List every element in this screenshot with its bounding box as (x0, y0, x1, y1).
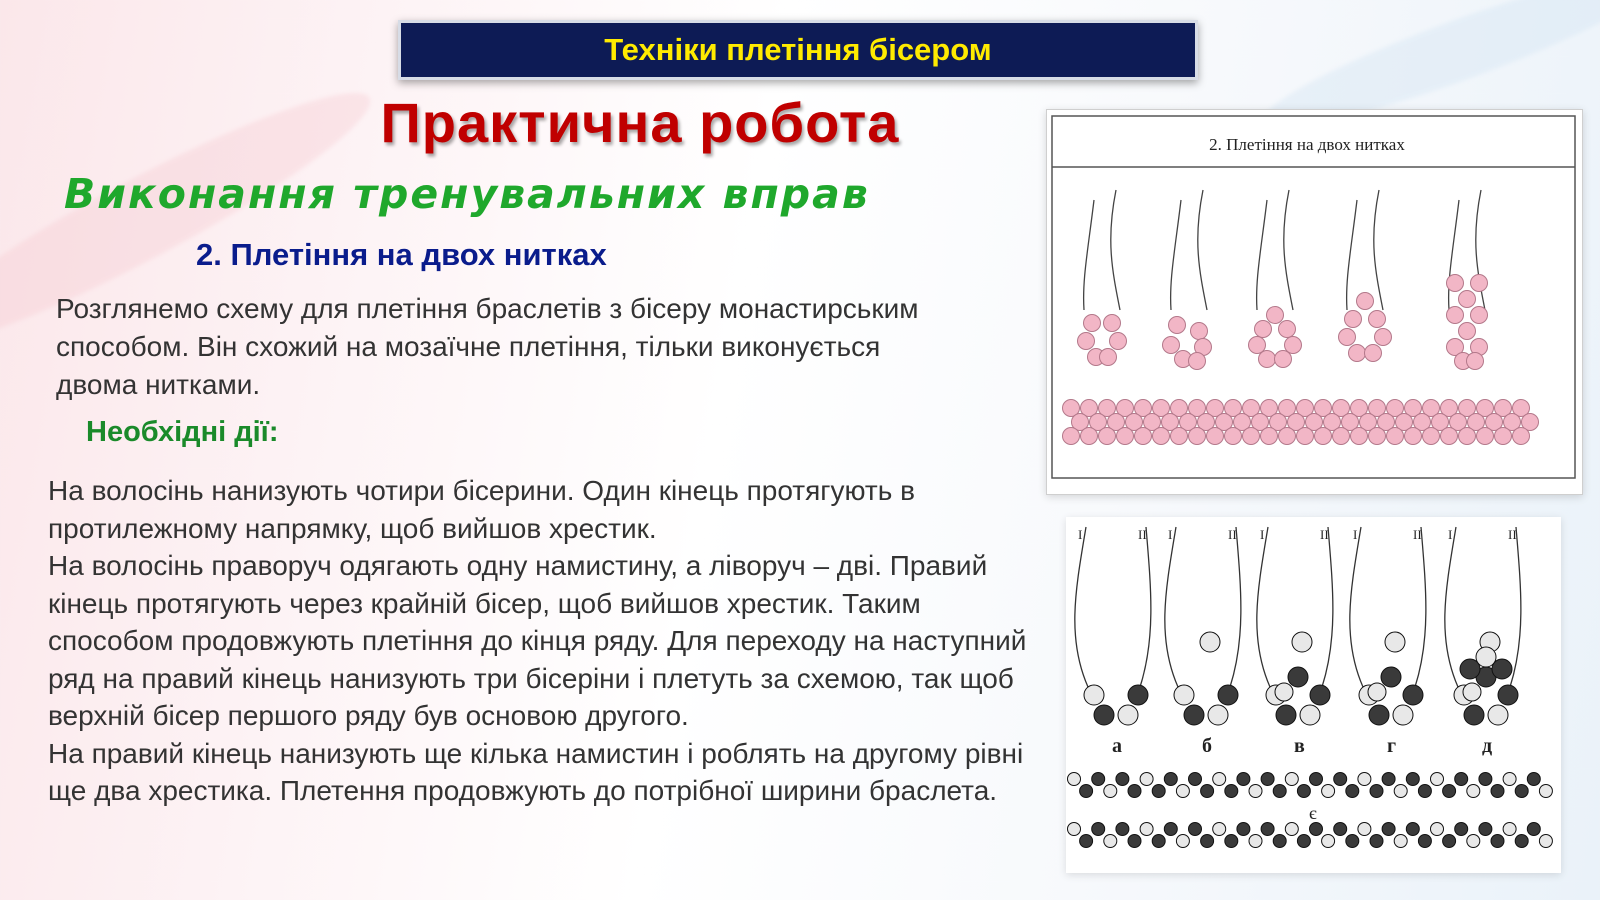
bead (1100, 349, 1117, 366)
bead (1153, 428, 1170, 445)
bead (1370, 785, 1383, 798)
bead (1189, 823, 1202, 836)
bead (1237, 823, 1250, 836)
bead (1297, 785, 1310, 798)
bead (1104, 315, 1121, 332)
bead (1128, 685, 1148, 705)
bead (1117, 428, 1134, 445)
bead (1225, 785, 1238, 798)
bead (1078, 333, 1095, 350)
bead (1358, 823, 1371, 836)
bead (1279, 321, 1296, 338)
bead (1273, 835, 1286, 848)
page-subtitle: Виконання тренувальних вправ (64, 170, 870, 218)
bead (1092, 773, 1105, 786)
bead (1116, 773, 1129, 786)
thread (1284, 190, 1293, 310)
bead (1279, 428, 1296, 445)
bead (1387, 428, 1404, 445)
bead (1080, 835, 1093, 848)
bead (1276, 705, 1296, 725)
bead (1488, 705, 1508, 725)
actions-heading: Необхідні дії: (86, 416, 279, 448)
bead (1292, 632, 1312, 652)
bead (1460, 659, 1480, 679)
bead (1104, 835, 1117, 848)
bead (1225, 428, 1242, 445)
bead (1503, 823, 1516, 836)
bead (1084, 685, 1104, 705)
bead (1477, 428, 1494, 445)
bead (1249, 785, 1262, 798)
bead (1315, 428, 1332, 445)
bead (1116, 823, 1129, 836)
bead (1406, 773, 1419, 786)
bead (1431, 823, 1444, 836)
thread (1165, 527, 1178, 687)
bead (1152, 835, 1165, 848)
thread (1257, 200, 1267, 310)
bead (1094, 705, 1114, 725)
bead (1189, 428, 1206, 445)
step-label: в (1294, 735, 1305, 757)
thread (1198, 190, 1207, 310)
bead (1334, 773, 1347, 786)
thread (1449, 200, 1459, 310)
bead (1104, 785, 1117, 798)
bead (1140, 773, 1153, 786)
bead (1375, 329, 1392, 346)
bead (1370, 835, 1383, 848)
title-banner (398, 20, 1198, 80)
bead (1467, 353, 1484, 370)
bead (1443, 835, 1456, 848)
bead (1273, 785, 1286, 798)
bead (1207, 428, 1224, 445)
bead (1099, 428, 1116, 445)
thread-mark: I (1353, 527, 1358, 542)
bead (1385, 632, 1405, 652)
bead (1423, 428, 1440, 445)
bead (1285, 337, 1302, 354)
bead (1369, 428, 1386, 445)
bead (1080, 785, 1093, 798)
bead (1201, 785, 1214, 798)
bead (1495, 428, 1512, 445)
bead (1405, 428, 1422, 445)
steps-list (48, 472, 1048, 810)
bead (1255, 321, 1272, 338)
thread-mark: I (1168, 527, 1173, 542)
bead (1261, 428, 1278, 445)
bead (1382, 823, 1395, 836)
bead (1249, 337, 1266, 354)
bead (1492, 659, 1512, 679)
step-text: На волосінь праворуч одягають одну намистину, а ліворуч – дві. Правий кінець протягують через крайній бісер, щоб вийшов хрестик. Таким способом продовжують плетіння до кінця ряду. Для переходу на наступний ряд на правий кінець нанизують три бісеріни і плетуть за схемою, так щоб верхній бісер першого ряду був основою другого. (48, 550, 1027, 731)
bead (1418, 785, 1431, 798)
thread-mark: I (1448, 527, 1453, 542)
bead (1455, 773, 1468, 786)
bead (1208, 705, 1228, 725)
bead (1447, 275, 1464, 292)
bead (1515, 835, 1528, 848)
thread (1347, 200, 1357, 310)
bead (1110, 333, 1127, 350)
banner-title: Техніки плетіння бісером (604, 32, 992, 67)
bead (1128, 835, 1141, 848)
bead (1346, 785, 1359, 798)
bead (1092, 823, 1105, 836)
bead (1300, 705, 1320, 725)
bead (1393, 705, 1413, 725)
bead (1189, 773, 1202, 786)
bead (1345, 311, 1362, 328)
bead (1351, 428, 1368, 445)
thread-mark: II (1413, 527, 1422, 542)
thread (1075, 527, 1088, 687)
bead (1275, 351, 1292, 368)
bead (1171, 428, 1188, 445)
bead (1368, 683, 1386, 701)
bead (1118, 705, 1138, 725)
intro-paragraph: Розглянемо схему для плетіння браслетів з бісеру монастирським способом. Він схожий на мозаїчне плетіння, тільки виконується двома нитками. (56, 293, 919, 400)
bead (1467, 785, 1480, 798)
bead (1128, 785, 1141, 798)
bead (1267, 307, 1284, 324)
bead (1068, 773, 1081, 786)
bead (1135, 428, 1152, 445)
bead (1479, 823, 1492, 836)
bead (1441, 428, 1458, 445)
bead (1464, 705, 1484, 725)
bead (1225, 835, 1238, 848)
bead (1357, 293, 1374, 310)
bead (1259, 351, 1276, 368)
bead (1322, 785, 1335, 798)
bead (1297, 428, 1314, 445)
thread (1322, 527, 1333, 687)
bead (1322, 835, 1335, 848)
figure-caption: 2. Плетіння на двох нитках (1209, 135, 1405, 154)
bead (1163, 337, 1180, 354)
bead (1527, 773, 1540, 786)
bead (1310, 685, 1330, 705)
bead (1191, 323, 1208, 340)
bead (1285, 773, 1298, 786)
bead (1491, 835, 1504, 848)
bead (1394, 785, 1407, 798)
thread (1171, 200, 1181, 310)
thread-mark: I (1260, 527, 1265, 542)
figure-scheme-pink (1046, 109, 1583, 495)
bead (1333, 428, 1350, 445)
bead (1184, 705, 1204, 725)
thread (1111, 190, 1120, 310)
bead (1459, 291, 1476, 308)
thread (1140, 527, 1151, 687)
thread-mark: I (1078, 527, 1083, 542)
thread (1445, 527, 1458, 687)
bead (1431, 773, 1444, 786)
thread (1350, 527, 1363, 687)
bead (1515, 785, 1528, 798)
thread-mark: II (1138, 527, 1147, 542)
bead (1403, 685, 1423, 705)
bead (1498, 685, 1518, 705)
bead (1394, 835, 1407, 848)
step-label: г (1387, 735, 1397, 757)
bead (1369, 705, 1389, 725)
bead (1288, 667, 1308, 687)
thread (1257, 527, 1270, 687)
step-label: а (1112, 735, 1122, 757)
thread-mark: II (1320, 527, 1329, 542)
bead (1310, 823, 1323, 836)
bead (1381, 667, 1401, 687)
bead (1513, 428, 1530, 445)
bead (1443, 785, 1456, 798)
bead (1261, 773, 1274, 786)
bead (1471, 275, 1488, 292)
bead (1503, 773, 1516, 786)
bead (1285, 823, 1298, 836)
bead (1261, 823, 1274, 836)
thread (1230, 527, 1241, 687)
bead (1539, 835, 1552, 848)
bead (1418, 835, 1431, 848)
bead (1218, 685, 1238, 705)
bead (1463, 683, 1481, 701)
bead (1471, 307, 1488, 324)
bead (1527, 823, 1540, 836)
bead (1459, 323, 1476, 340)
bead (1164, 773, 1177, 786)
bead (1176, 835, 1189, 848)
bead (1249, 835, 1262, 848)
figure-scheme-dark (1066, 517, 1561, 873)
thread (1374, 190, 1383, 310)
bead (1237, 773, 1250, 786)
thread (1510, 527, 1521, 687)
page-title: Практична робота (380, 91, 900, 154)
bead (1339, 329, 1356, 346)
bead (1479, 773, 1492, 786)
bead (1459, 428, 1476, 445)
bead (1334, 823, 1347, 836)
bead (1349, 345, 1366, 362)
bead (1189, 353, 1206, 370)
bead (1382, 773, 1395, 786)
bead (1063, 428, 1080, 445)
bead (1365, 345, 1382, 362)
thread (1476, 190, 1485, 310)
bead (1406, 823, 1419, 836)
step-text: На правий кінець нанизують ще кілька намистин і роблять на другому рівні ще два хрестика. Плетення продовжують до потрібної ширини браслета. (48, 737, 1024, 806)
thread (1415, 527, 1426, 687)
bead (1243, 428, 1260, 445)
step-text: На волосінь нанизують чотири бісерини. Один кінець протягують в протилежному напрямку, щоб вийшов хрестик. (48, 475, 915, 544)
bead (1068, 823, 1081, 836)
bead (1140, 823, 1153, 836)
bead (1369, 311, 1386, 328)
thread (1084, 200, 1094, 310)
bead (1455, 823, 1468, 836)
bead (1200, 632, 1220, 652)
bead (1346, 835, 1359, 848)
thread-mark: II (1228, 527, 1237, 542)
bead (1467, 835, 1480, 848)
bead (1275, 683, 1293, 701)
bead (1084, 315, 1101, 332)
bead (1174, 685, 1194, 705)
bead (1310, 773, 1323, 786)
bead (1176, 785, 1189, 798)
bead (1169, 317, 1186, 334)
bead (1491, 785, 1504, 798)
bead (1164, 823, 1177, 836)
bead (1152, 785, 1165, 798)
bead (1297, 835, 1310, 848)
bead (1201, 835, 1214, 848)
bead (1447, 307, 1464, 324)
bead (1539, 785, 1552, 798)
step-label: д (1482, 735, 1493, 757)
bead (1081, 428, 1098, 445)
step-label: б (1202, 735, 1212, 757)
thread-mark: II (1508, 527, 1517, 542)
bead (1213, 773, 1226, 786)
bead (1213, 823, 1226, 836)
bead (1358, 773, 1371, 786)
section-title: 2. Плетіння на двох нитках (196, 237, 607, 272)
row-label: є (1309, 803, 1317, 823)
